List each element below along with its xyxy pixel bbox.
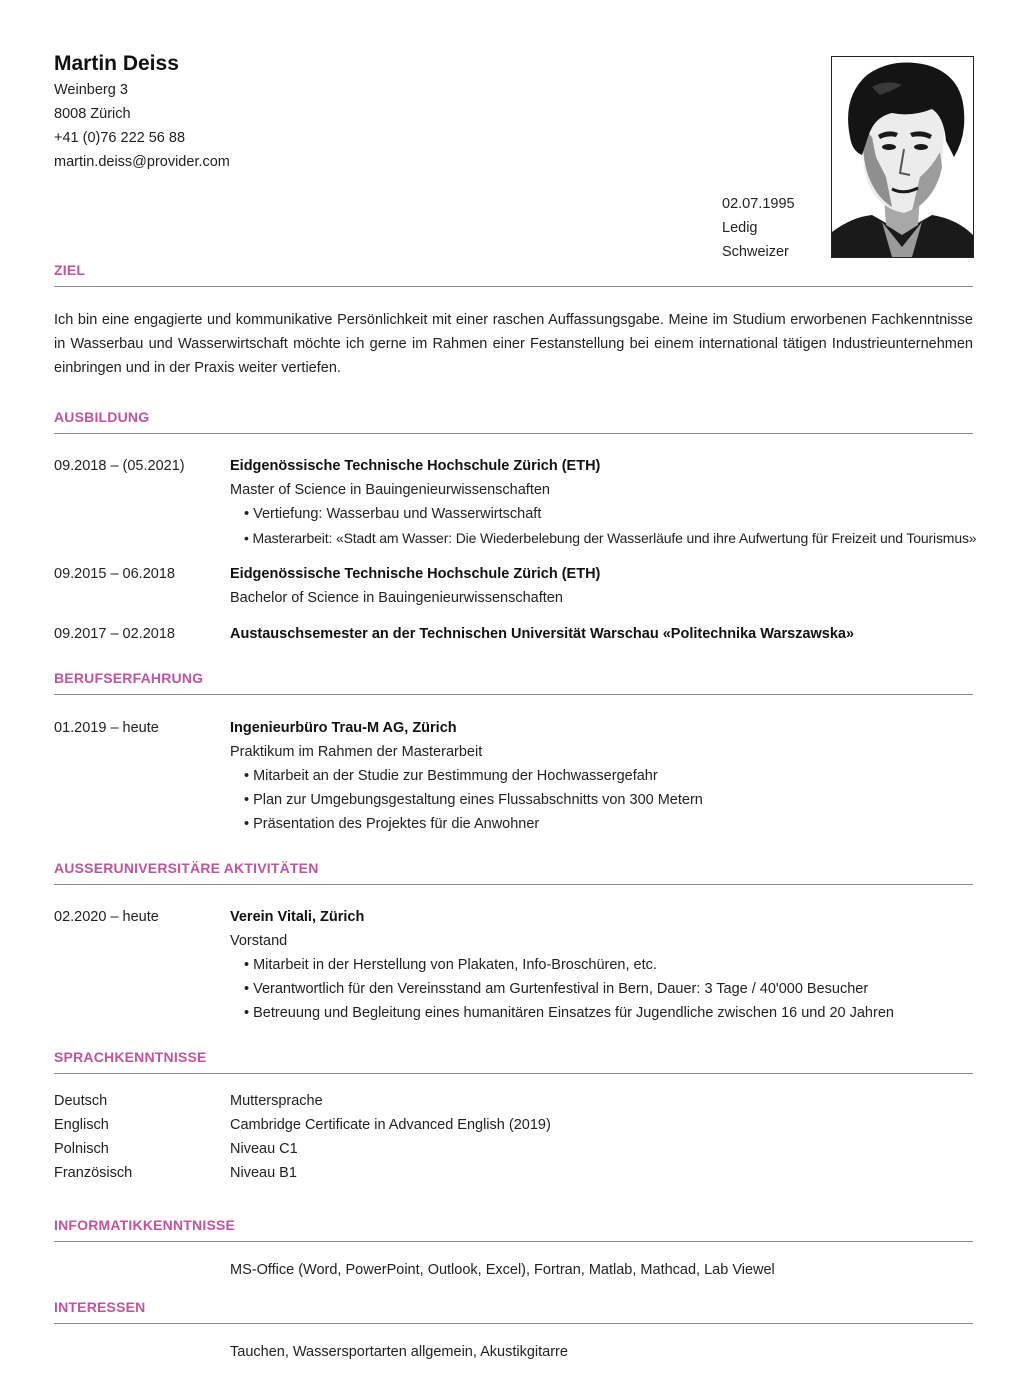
education-entry <box>230 454 976 550</box>
section-divider <box>54 286 973 287</box>
section-divider <box>54 1323 973 1324</box>
education-entry <box>230 562 600 610</box>
list-item: • Mitarbeit an der Studie zur Bestimmung der Hochwassergefahr <box>244 768 658 784</box>
section-title-interessen: INTERESSEN <box>54 1299 146 1315</box>
entry-subtitle: Vorstand <box>230 933 288 949</box>
address: Weinberg 3 <box>54 82 128 98</box>
section-divider <box>54 694 973 695</box>
language-name: Deutsch <box>54 1093 108 1109</box>
email[interactable]: martin.deiss@provider.com <box>54 154 230 170</box>
entry-heading: Eidgenössische Technische Hochschule Zürich (ETH) <box>230 458 601 474</box>
work-entry <box>230 716 703 836</box>
it-skills-text: MS-Office (Word, PowerPoint, Outlook, Excel), Fortran, Matlab, Mathcad, Lab Viewel <box>230 1262 775 1278</box>
entry-subtitle: Bachelor of Science in Bauingenieurwissenschaften <box>230 590 563 606</box>
portrait-photo <box>831 56 974 258</box>
portrait-illustration <box>832 57 973 257</box>
education-entry <box>230 622 854 646</box>
list-item: • Plan zur Umgebungsgestaltung eines Flussabschnitts von 300 Metern <box>244 792 703 808</box>
language-level: Niveau B1 <box>230 1165 297 1181</box>
interests-text: Tauchen, Wassersportarten allgemein, Akustikgitarre <box>230 1344 568 1360</box>
language-level: Cambridge Certificate in Advanced English (2019) <box>230 1117 551 1133</box>
section-title-ausbildung: AUSBILDUNG <box>54 409 150 425</box>
entry-heading: Austauschsemester an der Technischen Universität Warschau «Politechnika Warszawska» <box>230 626 855 642</box>
civil-status: Ledig <box>722 220 758 236</box>
language-name: Englisch <box>54 1117 109 1133</box>
section-divider <box>54 433 973 434</box>
entry-subtitle: Praktikum im Rahmen der Masterarbeit <box>230 744 483 760</box>
entry-heading: Ingenieurbüro Trau-M AG, Zürich <box>230 720 457 736</box>
section-divider <box>54 1073 973 1074</box>
entry-date: 09.2018 – (05.2021) <box>54 458 185 474</box>
list-item: • Verantwortlich für den Vereinsstand am Gurtenfestival in Bern, Dauer: 3 Tage / 40'000 Besucher <box>244 981 869 997</box>
entry-date: 02.2020 – heute <box>54 909 159 925</box>
activity-entry <box>230 905 894 1025</box>
contact-block <box>54 78 230 174</box>
entry-date: 09.2015 – 06.2018 <box>54 566 175 582</box>
language-list <box>54 1089 132 1185</box>
section-divider <box>54 884 973 885</box>
list-item: • Vertiefung: Wasserbau und Wasserwirtschaft <box>244 506 542 522</box>
list-item: • Mitarbeit in der Herstellung von Plakaten, Info-Broschüren, etc. <box>244 957 657 973</box>
list-item: • Masterarbeit: «Stadt am Wasser: Die Wiederbelebung der Wasserläufe und ihre Aufwertung für Freizeit und Tourismus» <box>244 530 977 546</box>
birthdate: 02.07.1995 <box>722 196 795 212</box>
city: 8008 Zürich <box>54 106 131 122</box>
language-name: Polnisch <box>54 1141 109 1157</box>
nationality: Schweizer <box>722 244 789 260</box>
list-item: • Präsentation des Projektes für die Anwohner <box>244 816 540 832</box>
entry-heading: Eidgenössische Technische Hochschule Zürich (ETH) <box>230 566 601 582</box>
section-title-sprachkenntnisse: SPRACHKENNTNISSE <box>54 1049 207 1065</box>
section-title-ziel: ZIEL <box>54 262 86 278</box>
language-level: Niveau C1 <box>230 1141 298 1157</box>
entry-date: 01.2019 – heute <box>54 720 159 736</box>
section-title-informatik: INFORMATIKKENNTNISSE <box>54 1217 236 1233</box>
objective-text: Ich bin eine engagierte und kommunikative Persönlichkeit mit einer raschen Auffassungsgabe. Meine im Studium erworbenen Fachkenntnisse in Wasserbau und Wasserwirtschaft möchte ich gerne im Rahmen einer Festanstellung bei einem international tätigen Industrieunternehmen einbringen und in der Praxis weiter vertiefen. <box>54 312 973 376</box>
entry-date: 09.2017 – 02.2018 <box>54 626 175 642</box>
language-level: Muttersprache <box>230 1093 323 1109</box>
section-title-berufserfahrung: BERUFSERFAHRUNG <box>54 670 204 686</box>
list-item: • Betreuung und Begleitung eines humanitären Einsatzes für Jugendliche zwischen 16 und 20 Jahren <box>244 1005 894 1021</box>
section-divider <box>54 1241 973 1242</box>
applicant-name: Martin Deiss <box>54 52 179 75</box>
personal-info <box>722 192 795 264</box>
language-name: Französisch <box>54 1165 133 1181</box>
entry-subtitle: Master of Science in Bauingenieurwissenschaften <box>230 482 550 498</box>
phone: +41 (0)76 222 56 88 <box>54 130 186 146</box>
language-levels <box>230 1089 551 1185</box>
entry-heading: Verein Vitali, Zürich <box>230 909 365 925</box>
section-title-aktivitaeten: AUSSERUNIVERSITÄRE AKTIVITÄTEN <box>54 860 319 876</box>
